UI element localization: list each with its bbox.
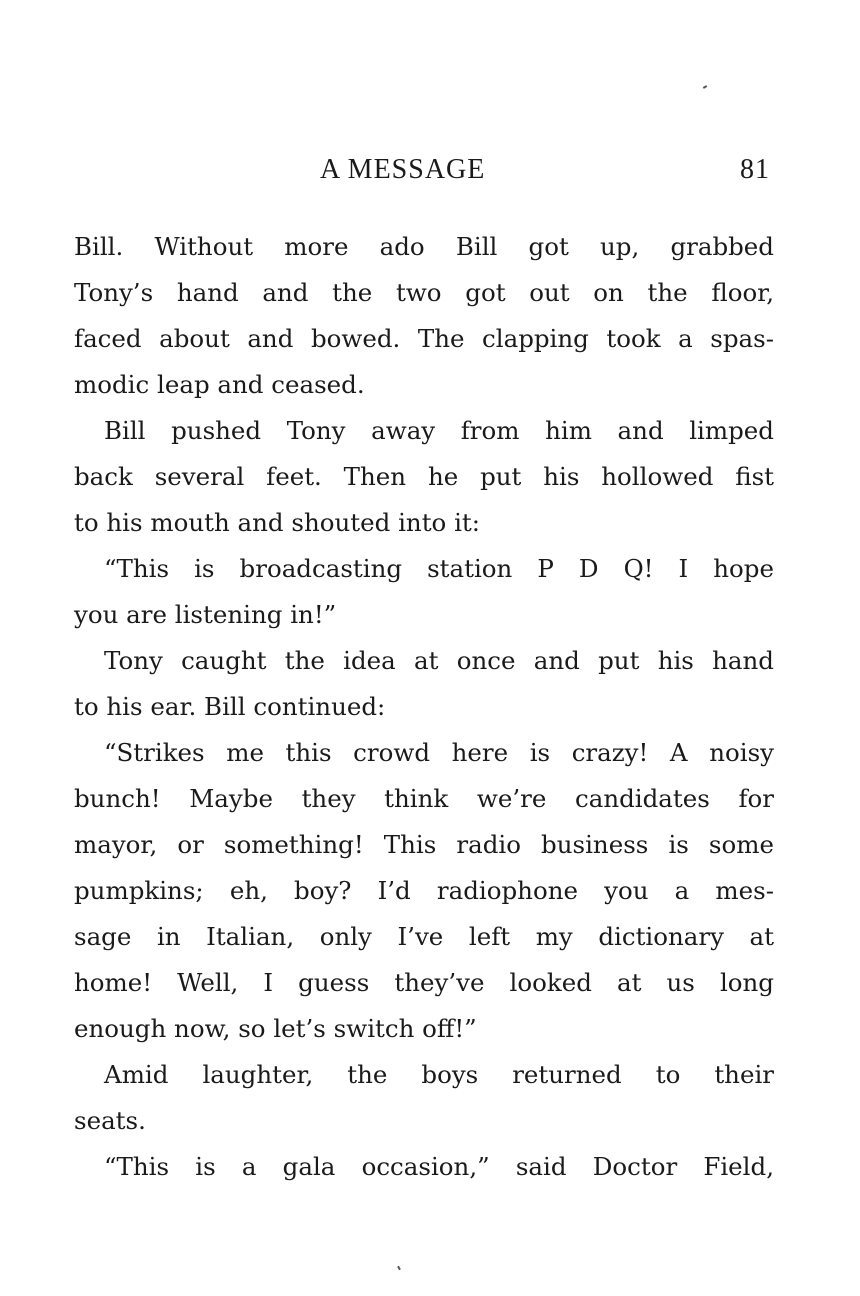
text-line: pumpkins; eh, boy? I’d radiophone you a mes-: [74, 876, 774, 905]
text-line: enough now, so let’s switch off!”: [74, 1014, 477, 1043]
text-line: seats.: [74, 1106, 146, 1135]
text-line: Bill pushed Tony away from him and limped: [104, 416, 774, 445]
text-line: mayor, or something! This radio business is some: [74, 830, 774, 859]
text-line: you are listening in!”: [74, 600, 337, 629]
ink-speck-bottom: [397, 1266, 401, 1270]
chapter-title: A MESSAGE: [320, 154, 486, 185]
ink-speck-top: [703, 85, 707, 89]
text-line: modic leap and ceased.: [74, 370, 365, 399]
text-line: Bill. Without more ado Bill got up, grabbed: [74, 232, 774, 261]
text-line: Tony’s hand and the two got out on the floor,: [74, 278, 774, 307]
text-line: “Strikes me this crowd here is crazy! A noisy: [104, 738, 774, 767]
text-line: to his mouth and shouted into it:: [74, 508, 481, 537]
text-line: bunch! Maybe they think we’re candidates for: [74, 784, 774, 813]
text-line: back several feet. Then he put his hollowed fist: [74, 462, 774, 491]
text-line: Amid laughter, the boys returned to their: [104, 1060, 774, 1089]
body-text: [74, 224, 774, 1190]
page-number: 81: [740, 154, 770, 185]
text-line: faced about and bowed. The clapping took a spas-: [74, 324, 774, 353]
text-line: “This is a gala occasion,” said Doctor Field,: [104, 1152, 774, 1181]
text-line: to his ear. Bill continued:: [74, 692, 386, 721]
text-line: home! Well, I guess they’ve looked at us long: [74, 968, 774, 997]
text-line: Tony caught the idea at once and put his hand: [104, 646, 774, 675]
text-line: sage in Italian, only I’ve left my dictionary at: [74, 922, 774, 951]
running-head: [74, 150, 774, 196]
text-line: “This is broadcasting station P D Q! I hope: [104, 554, 774, 583]
